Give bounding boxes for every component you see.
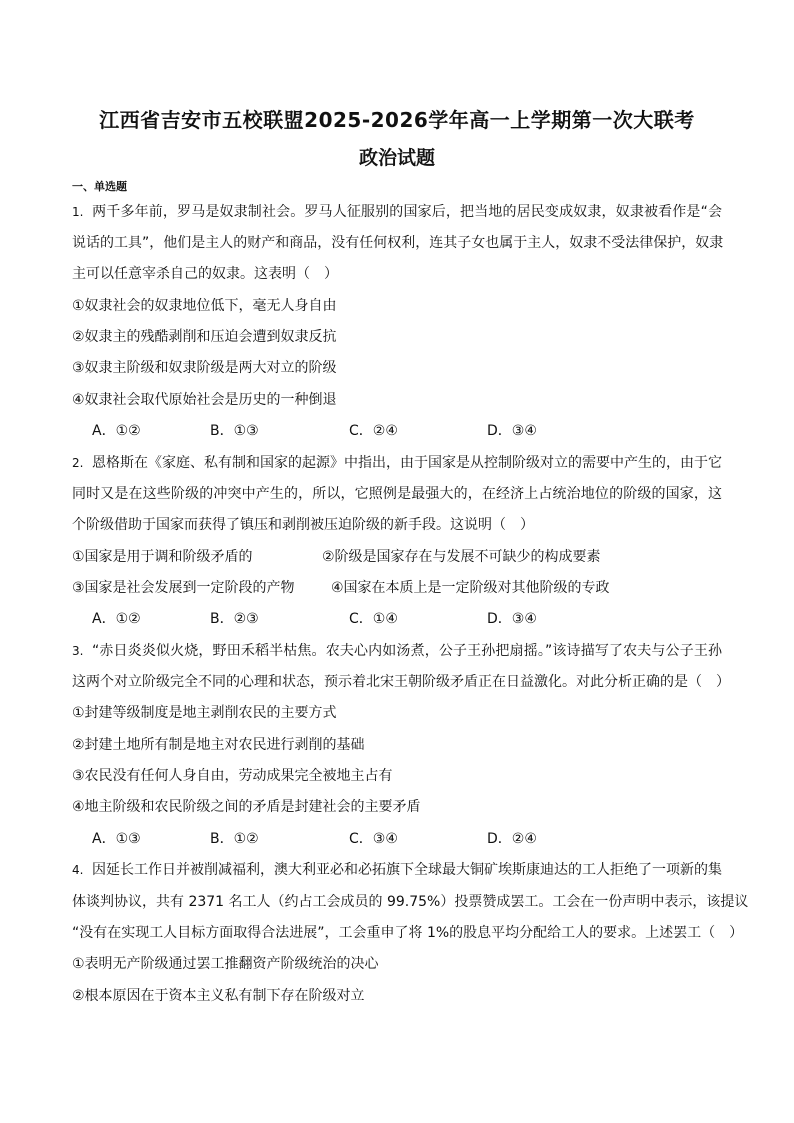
exam-subtitle: 政治试题 [358, 147, 435, 169]
question-3-option-d[interactable]: D．②④ [487, 831, 537, 847]
question-4-number: 4. [72, 863, 84, 877]
question-3-statement-3: ③农民没有任何人身自由，劳动成果完全被地主占有 [72, 768, 393, 784]
question-1-statement-3: ③奴隶主阶级和奴隶阶级是两大对立的阶级 [72, 360, 337, 376]
question-1-statement-4: ④奴隶社会取代原始社会是历史的一种倒退 [72, 392, 337, 408]
section-title: 一、单选题 [72, 180, 127, 193]
question-4-line-2: 体谈判协议，共有 2371 名工人（约占工会成员的 99.75%）投票赞成罢工。工会在一份声明中表示，该提议 [72, 894, 749, 910]
question-1-number: 1. [72, 205, 84, 219]
question-2-statement-2: ②阶级是国家存在与发展不可缺少的构成要素 [322, 549, 601, 565]
question-1-option-b[interactable]: B．①③ [210, 423, 259, 439]
question-3-statement-1: ①封建等级制度是地主剥削农民的主要方式 [72, 705, 337, 721]
question-4-statement-2: ②根本原因在于资本主义私有制下存在阶级对立 [72, 988, 365, 1004]
question-3-line-1: 3. “赤日炎炎似火烧，野田禾稻半枯焦。农夫心内如汤煮，公子王孙把扇摇。”该诗描写了农夫与公子王孙 [72, 643, 722, 659]
question-2-statement-3: ③国家是社会发展到一定阶段的产物 [72, 580, 295, 596]
question-2-option-b[interactable]: B．②③ [210, 611, 259, 627]
question-4-line-1: 4. 因延长工作日并被削减福利，澳大利亚必和必拓旗下全球最大铜矿埃斯康迪达的工人拒绝了一项新的集 [72, 862, 722, 878]
question-3-option-a[interactable]: A．①③ [92, 831, 141, 847]
question-3-option-c[interactable]: C．③④ [349, 831, 398, 847]
question-3-line-2: 这两个对立阶级完全不同的心理和状态，预示着北宋王朝阶级矛盾正在日益激化。对此分析正确的是（ ） [72, 674, 730, 690]
question-3-statement-2: ②封建土地所有制是地主对农民进行剥削的基础 [72, 737, 365, 753]
question-2-number: 2. [72, 456, 84, 470]
question-2-statement-1: ①国家是用于调和阶级矛盾的 [72, 549, 253, 565]
question-1-option-c[interactable]: C．②④ [349, 423, 398, 439]
question-4-line-3: “没有在实现工人目标方面取得合法进展”，工会重申了将 1%的股息平均分配给工人的要求。上述罢工（ ） [72, 925, 744, 941]
question-1-statement-2: ②奴隶主的残酷剥削和压迫会遭到奴隶反抗 [72, 329, 337, 345]
question-3-statement-4: ④地主阶级和农民阶级之间的矛盾是封建社会的主要矛盾 [72, 799, 421, 815]
question-1-line-1: 1. 两千多年前，罗马是奴隶制社会。罗马人征服别的国家后，把当地的居民变成奴隶，奴隶被看作是“会 [72, 204, 722, 220]
question-2-option-c[interactable]: C．①④ [349, 611, 398, 627]
question-2-line-1: 2. 恩格斯在《家庭、私有制和国家的起源》中指出，由于国家是从控制阶级对立的需要中产生的，由于它 [72, 455, 722, 471]
question-2-line-2: 同时又是在这些阶级的冲突中产生的，所以，它照例是最强大的，在经济上占统治地位的阶级的国家，这 [72, 486, 722, 502]
question-1-line-2: 说话的工具”，他们是主人的财产和商品，没有任何权利，连其子女也属于主人，奴隶不受法律保护，奴隶 [72, 235, 724, 251]
exam-title: 江西省吉安市五校联盟2025-2026学年高一上学期第一次大联考 [99, 108, 695, 132]
question-1-line-3: 主可以任意宰杀自己的奴隶。这表明（ ） [72, 266, 338, 282]
question-2-statement-4: ④国家在本质上是一定阶级对其他阶级的专政 [331, 580, 610, 596]
question-1-option-d[interactable]: D．③④ [487, 423, 537, 439]
question-3-option-b[interactable]: B．①② [210, 831, 259, 847]
question-1-option-a[interactable]: A．①② [92, 423, 141, 439]
question-3-number: 3. [72, 644, 84, 658]
question-2-line-3: 个阶级借助于国家而获得了镇压和剥削被压迫阶级的新手段。这说明（ ） [72, 517, 534, 533]
question-1-statement-1: ①奴隶社会的奴隶地位低下，毫无人身自由 [72, 298, 337, 314]
question-4-statement-1: ①表明无产阶级通过罢工推翻资产阶级统治的决心 [72, 956, 379, 972]
question-2-option-d[interactable]: D．③④ [487, 611, 537, 627]
question-2-option-a[interactable]: A．①② [92, 611, 141, 627]
